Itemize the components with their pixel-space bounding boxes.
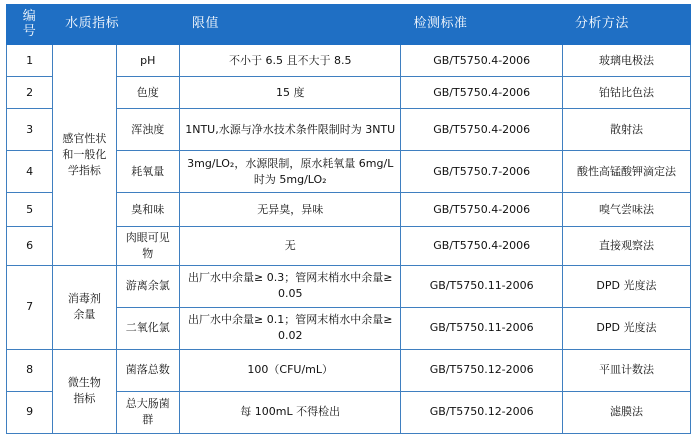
category-line-3: 学指标	[67, 163, 101, 177]
table-header-row	[7, 5, 691, 45]
cell-standard: GB/T5750.12-2006	[401, 349, 562, 391]
cell-standard: GB/T5750.7-2006	[401, 151, 562, 193]
cell-limit: 1NTU,水源与净水技术条件限制时为 3NTU	[180, 109, 401, 151]
cell-standard: GB/T5750.4-2006	[401, 193, 562, 227]
cell-limit: 3mg/LO₂，水源限制，原水耗氧量 6mg/L 时为 5mg/LO₂	[180, 151, 401, 193]
cell-item: 肉眼可见物	[116, 227, 179, 266]
cell-standard: GB/T5750.11-2006	[401, 307, 562, 349]
cell-method: 直接观察法	[562, 227, 690, 266]
cell-standard: GB/T5750.4-2006	[401, 45, 562, 77]
cell-limit: 无异臭，异味	[180, 193, 401, 227]
table-row	[7, 265, 691, 307]
cell-method: DPD 光度法	[562, 265, 690, 307]
cell-no: 2	[7, 77, 53, 109]
cell-no: 8	[7, 349, 53, 391]
cell-category-microbiology	[53, 349, 116, 433]
cell-no: 1	[7, 45, 53, 77]
cell-method: DPD 光度法	[562, 307, 690, 349]
category-line-2: 和一般化	[62, 147, 107, 161]
cell-method: 铂钴比色法	[562, 77, 690, 109]
cell-method: 平皿计数法	[562, 349, 690, 391]
cell-category-sensory	[53, 45, 116, 266]
cell-method: 滤膜法	[562, 391, 690, 433]
cell-standard: GB/T5750.11-2006	[401, 265, 562, 307]
table-row	[7, 349, 691, 391]
category-line-1: 微生物	[67, 376, 101, 390]
cell-item: 臭和味	[116, 193, 179, 227]
cell-limit: 15 度	[180, 77, 401, 109]
cell-item: 游离余氯	[116, 265, 179, 307]
cell-limit: 无	[180, 227, 401, 266]
cell-method: 嗅气尝味法	[562, 193, 690, 227]
cell-item: 色度	[116, 77, 179, 109]
cell-limit: 出厂水中余量≥ 0.1；管网末梢水中余量≥ 0.02	[180, 307, 401, 349]
category-line-2: 余量	[73, 308, 96, 322]
cell-limit: 出厂水中余量≥ 0.3；管网末梢水中余量≥ 0.05	[180, 265, 401, 307]
cell-standard: GB/T5750.12-2006	[401, 391, 562, 433]
column-header-no-line2: 号	[22, 23, 37, 39]
table-body	[7, 45, 691, 434]
category-line-2: 指标	[73, 392, 96, 406]
cell-item: pH	[116, 45, 179, 77]
cell-no: 3	[7, 109, 53, 151]
cell-category-disinfectant	[53, 265, 116, 349]
cell-no: 7	[7, 265, 53, 349]
cell-method: 酸性高锰酸钾滴定法	[562, 151, 690, 193]
cell-standard: GB/T5750.4-2006	[401, 77, 562, 109]
cell-limit: 每 100mL 不得检出	[180, 391, 401, 433]
cell-no: 6	[7, 227, 53, 266]
cell-standard: GB/T5750.4-2006	[401, 227, 562, 266]
cell-limit: 不小于 6.5 且不大于 8.5	[180, 45, 401, 77]
cell-no: 5	[7, 193, 53, 227]
cell-item: 总大肠菌群	[116, 391, 179, 433]
category-line-1: 消毒剂	[67, 292, 101, 306]
water-quality-table	[6, 4, 691, 434]
column-header-no-line1: 编	[22, 8, 37, 24]
category-line-1: 感官性状	[62, 132, 107, 146]
table-head	[7, 5, 691, 45]
cell-no: 9	[7, 391, 53, 433]
column-header-indicator: 水质指标	[53, 5, 180, 45]
cell-item: 菌落总数	[116, 349, 179, 391]
column-header-method: 分析方法	[562, 5, 690, 45]
column-header-no	[7, 5, 53, 45]
cell-no: 4	[7, 151, 53, 193]
table-row	[7, 45, 691, 77]
column-header-standard: 检测标准	[401, 5, 562, 45]
cell-standard: GB/T5750.4-2006	[401, 109, 562, 151]
column-header-limit: 限值	[180, 5, 401, 45]
cell-limit: 100（CFU/mL）	[180, 349, 401, 391]
cell-method: 散射法	[562, 109, 690, 151]
cell-item: 二氧化氯	[116, 307, 179, 349]
cell-item: 浑浊度	[116, 109, 179, 151]
cell-method: 玻璃电极法	[562, 45, 690, 77]
cell-item: 耗氧量	[116, 151, 179, 193]
